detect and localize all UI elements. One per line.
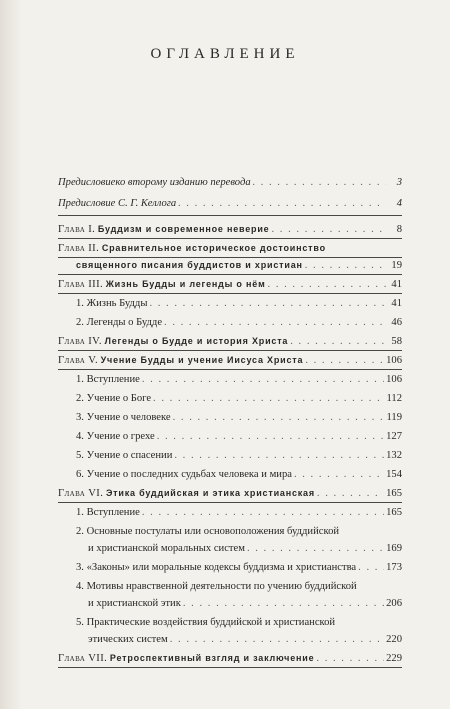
divider-line <box>58 274 402 275</box>
section-entry[interactable] <box>58 297 402 310</box>
leader-dots <box>290 335 386 348</box>
chapter-title: Учение Будды и учение Иисуса Христа <box>100 355 304 365</box>
divider-line <box>58 369 402 370</box>
section-entry[interactable] <box>58 468 402 481</box>
chapter-title-line2: священного писания буддистов и христиан <box>76 260 303 270</box>
section-entry-continued[interactable] <box>58 633 402 646</box>
section-entry[interactable] <box>58 580 402 593</box>
page-number: 165 <box>386 488 402 499</box>
page-number: 4 <box>396 198 402 209</box>
chapter-entry[interactable] <box>58 223 402 236</box>
leader-dots <box>358 561 384 574</box>
chapter-entry-continued[interactable] <box>58 259 402 272</box>
divider-line <box>58 238 402 239</box>
preface-title: Предисловиеко второму изданию перевода <box>58 177 251 188</box>
page-number: 119 <box>386 412 402 423</box>
page-number: 41 <box>391 279 402 290</box>
chapter-title: Ретроспективный взгляд и заключение <box>109 653 315 663</box>
divider-line <box>58 350 402 351</box>
page-gutter-shadow <box>0 0 22 709</box>
chapter-label: Глава I. <box>58 224 96 235</box>
chapter-title: Сравнительное историческое достоинство <box>101 243 326 253</box>
leader-dots <box>247 542 384 555</box>
section-entry[interactable] <box>58 506 402 519</box>
page-number: 41 <box>391 298 402 309</box>
chapter-entry[interactable] <box>58 278 402 291</box>
section-title: 2. Основные постулаты или основоположения буддийской <box>76 526 340 537</box>
page-number: 220 <box>386 634 402 645</box>
section-title: 6. Учение о последних судьбах человека и мира <box>76 469 292 480</box>
divider-line <box>58 667 402 668</box>
leader-dots <box>305 354 384 367</box>
leader-dots <box>173 411 385 424</box>
chapter-label: Глава VII. <box>58 653 108 664</box>
chapter-entry[interactable] <box>58 335 402 348</box>
divider-line <box>58 502 402 503</box>
leader-dots <box>164 316 386 329</box>
section-entry[interactable] <box>58 449 402 462</box>
chapter-label: Глава II. <box>58 243 100 254</box>
section-title: 1. Жизнь Будды <box>76 298 148 309</box>
section-entry[interactable] <box>58 525 402 538</box>
section-title: 2. Легенды о Будде <box>76 317 163 328</box>
section-title: 1. Вступление <box>76 507 140 518</box>
section-title-line2: и христианской моральных систем <box>88 543 245 554</box>
leader-dots <box>153 392 384 405</box>
leader-dots <box>316 652 384 665</box>
chapter-label: Глава III. <box>58 279 104 290</box>
leader-dots <box>149 297 386 310</box>
section-title: 1. Вступление <box>76 374 140 385</box>
page-number: 154 <box>386 469 402 480</box>
divider-line <box>58 293 402 294</box>
page-number: 206 <box>386 598 402 609</box>
leader-dots <box>294 468 384 481</box>
page-number: 169 <box>386 543 402 554</box>
chapter-entry[interactable] <box>58 487 402 500</box>
section-entry[interactable] <box>58 561 402 574</box>
section-entry[interactable] <box>58 411 402 424</box>
leader-dots <box>183 597 384 610</box>
page-number: 58 <box>391 336 402 347</box>
preface-entry[interactable] <box>58 176 402 189</box>
chapter-title: Жизнь Будды и легенды о нём <box>105 279 266 289</box>
page-number: 3 <box>396 177 402 188</box>
section-title: 4. Учение о грехе <box>76 431 155 442</box>
section-title-line2: и христианской этик <box>88 598 181 609</box>
preface-entry[interactable] <box>58 197 402 210</box>
chapter-entry[interactable] <box>58 242 402 255</box>
section-title-line2: этических систем <box>88 634 168 645</box>
chapter-label: Глава VI. <box>58 488 104 499</box>
page-number: 112 <box>386 393 402 404</box>
page-number: 106 <box>386 355 402 366</box>
section-entry-continued[interactable] <box>58 597 402 610</box>
section-title: 4. Мотивы нравственной деятельности по учению буддийской <box>76 581 357 592</box>
leader-dots <box>157 430 384 443</box>
page-number: 8 <box>396 224 402 235</box>
page-number: 173 <box>386 562 402 573</box>
leader-dots <box>305 259 386 272</box>
leader-dots <box>142 373 384 386</box>
chapter-label: Глава IV. <box>58 336 102 347</box>
section-title: 3. «Законы» или моральные кодексы буддизма и христианства <box>76 562 357 573</box>
section-title: 5. Практические воздействия буддийской и христианской <box>76 617 336 628</box>
page-number: 132 <box>386 450 402 461</box>
chapter-list <box>58 223 402 665</box>
leader-dots <box>268 278 386 291</box>
section-entry[interactable] <box>58 373 402 386</box>
section-entry[interactable] <box>58 430 402 443</box>
chapter-title: Этика буддийская и этика христианская <box>105 488 315 498</box>
section-title: 5. Учение о спасении <box>76 450 173 461</box>
divider-line <box>58 215 402 216</box>
page-number: 46 <box>391 317 402 328</box>
section-entry[interactable] <box>58 616 402 629</box>
page-number: 127 <box>386 431 402 442</box>
page-number: 165 <box>386 507 402 518</box>
section-title: 3. Учение о человеке <box>76 412 171 423</box>
preface-list <box>58 176 402 210</box>
leader-dots <box>317 487 384 500</box>
leader-dots <box>178 197 386 210</box>
section-entry-continued[interactable] <box>58 542 402 555</box>
page-number: 19 <box>391 260 402 271</box>
toc-heading: ОГЛАВЛЕНИЕ <box>150 46 300 62</box>
section-entry[interactable] <box>58 316 402 329</box>
chapter-label: Глава V. <box>58 355 98 366</box>
page-number: 229 <box>386 653 402 664</box>
chapter-title: Буддизм и современное неверие <box>97 224 270 234</box>
section-title: 2. Учение о Боге <box>76 393 152 404</box>
leader-dots <box>272 223 387 236</box>
page-number: 106 <box>386 374 402 385</box>
leader-dots <box>142 506 384 519</box>
chapter-entry[interactable] <box>58 652 402 665</box>
section-entry[interactable] <box>58 392 402 405</box>
leader-dots <box>253 176 386 189</box>
preface-title: Предисловие С. Г. Келлога <box>58 198 177 209</box>
leader-dots <box>170 633 384 646</box>
divider-line <box>58 257 402 258</box>
chapter-entry[interactable] <box>58 354 402 367</box>
leader-dots <box>174 449 384 462</box>
chapter-title: Легенды о Будде и история Христа <box>104 336 289 346</box>
